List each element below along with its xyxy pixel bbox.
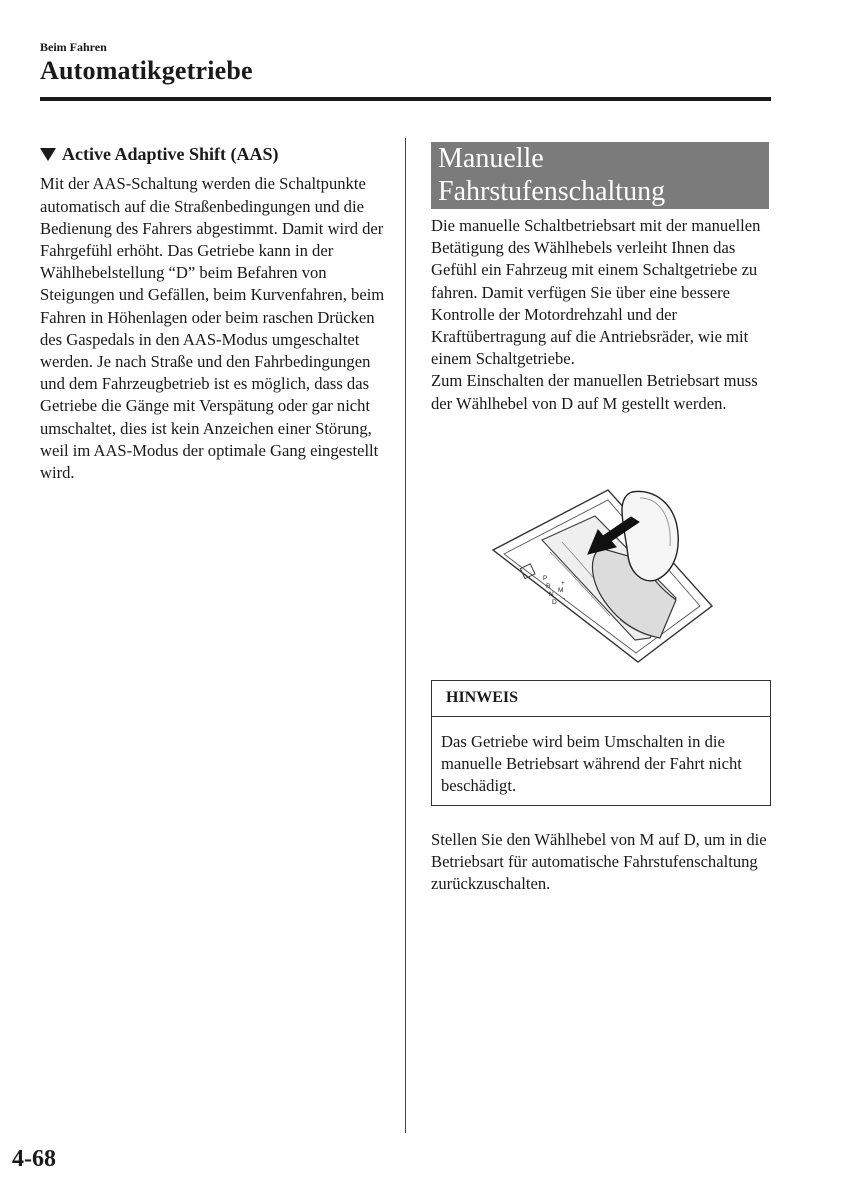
manual-shift-title-line1: Manuelle — [438, 143, 544, 174]
chapter-title: Automatikgetriebe — [40, 56, 253, 85]
note-heading: HINWEIS — [432, 681, 770, 717]
gear-selector-illustration — [490, 488, 715, 668]
manual-shift-title — [431, 142, 769, 209]
gate-label-p: P — [543, 575, 548, 582]
manual-shift-title-line2: Fahrstufenschaltung — [438, 176, 666, 207]
manual-shift-instruction: Zum Einschalten der manuellen Betriebsart muss der Wählhebel von D auf M gestellt werden. — [431, 371, 758, 413]
note-text: Das Getriebe wird beim Umschalten in die manuelle Betriebsart während der Fahrt nicht beschädigt. — [441, 732, 742, 796]
aas-heading — [40, 143, 385, 166]
header-rule — [40, 97, 771, 101]
gate-label-d: D — [552, 599, 557, 606]
column-divider — [405, 138, 406, 1133]
closing-paragraph: Stellen Sie den Wählhebel von M auf D, um in die Betriebsart für automatische Fahrstufenschaltung zurückzuschalten. — [431, 830, 767, 894]
section-label: Beim Fahren — [40, 40, 107, 54]
page-number: 4-68 — [12, 1146, 56, 1172]
gate-label-n: N — [549, 591, 554, 598]
gate-label-r: R — [546, 583, 551, 590]
manual-shift-intro: Die manuelle Schaltbetriebsart mit der manuellen Betätigung des Wählhebels verleiht Ihnen das Gefühl ein Fahrzeug mit einem Schaltgetriebe zu fahren. Damit verfügen Sie über eine bessere Kontrolle der Motordrehzahl und der Kraftübertragung auf die Antriebsräder, wie mit einem Schaltgetriebe. — [431, 216, 761, 369]
gate-label-minus: - — [563, 595, 566, 602]
gate-label-m: M — [558, 587, 564, 594]
note-box — [431, 680, 771, 806]
left-column — [40, 143, 385, 484]
triangle-bullet-icon — [40, 148, 56, 161]
gate-label-plus: + — [561, 580, 565, 587]
aas-paragraph: Mit der AAS-Schaltung werden die Schaltpunkte automatisch auf die Straßenbedingungen und die Bedienung des Fahrers abgestimmt. Damit wird der Fahrgefühl erhöht. Das Getriebe kann in der Wählhebelstellung “D” beim Befahren von Steigungen und Gefällen, beim Kurvenfahren, beim Fahren in Höhenlagen oder beim raschen Drücken des Gaspedals in den AAS-Modus umgeschaltet werden. Je nach Straße und den Fahrbedingungen und dem Fahrzeugbetrieb ist es möglich, dass das Getriebe die Gänge mit Verspätung oder gar nicht umschaltet, dies ist kein Anzeichen einer Störung, weil im AAS-Modus der optimale Gang eingestellt wird. — [40, 174, 385, 483]
right-column — [431, 142, 771, 415]
aas-heading-text: Active Adaptive Shift (AAS) — [62, 144, 279, 164]
